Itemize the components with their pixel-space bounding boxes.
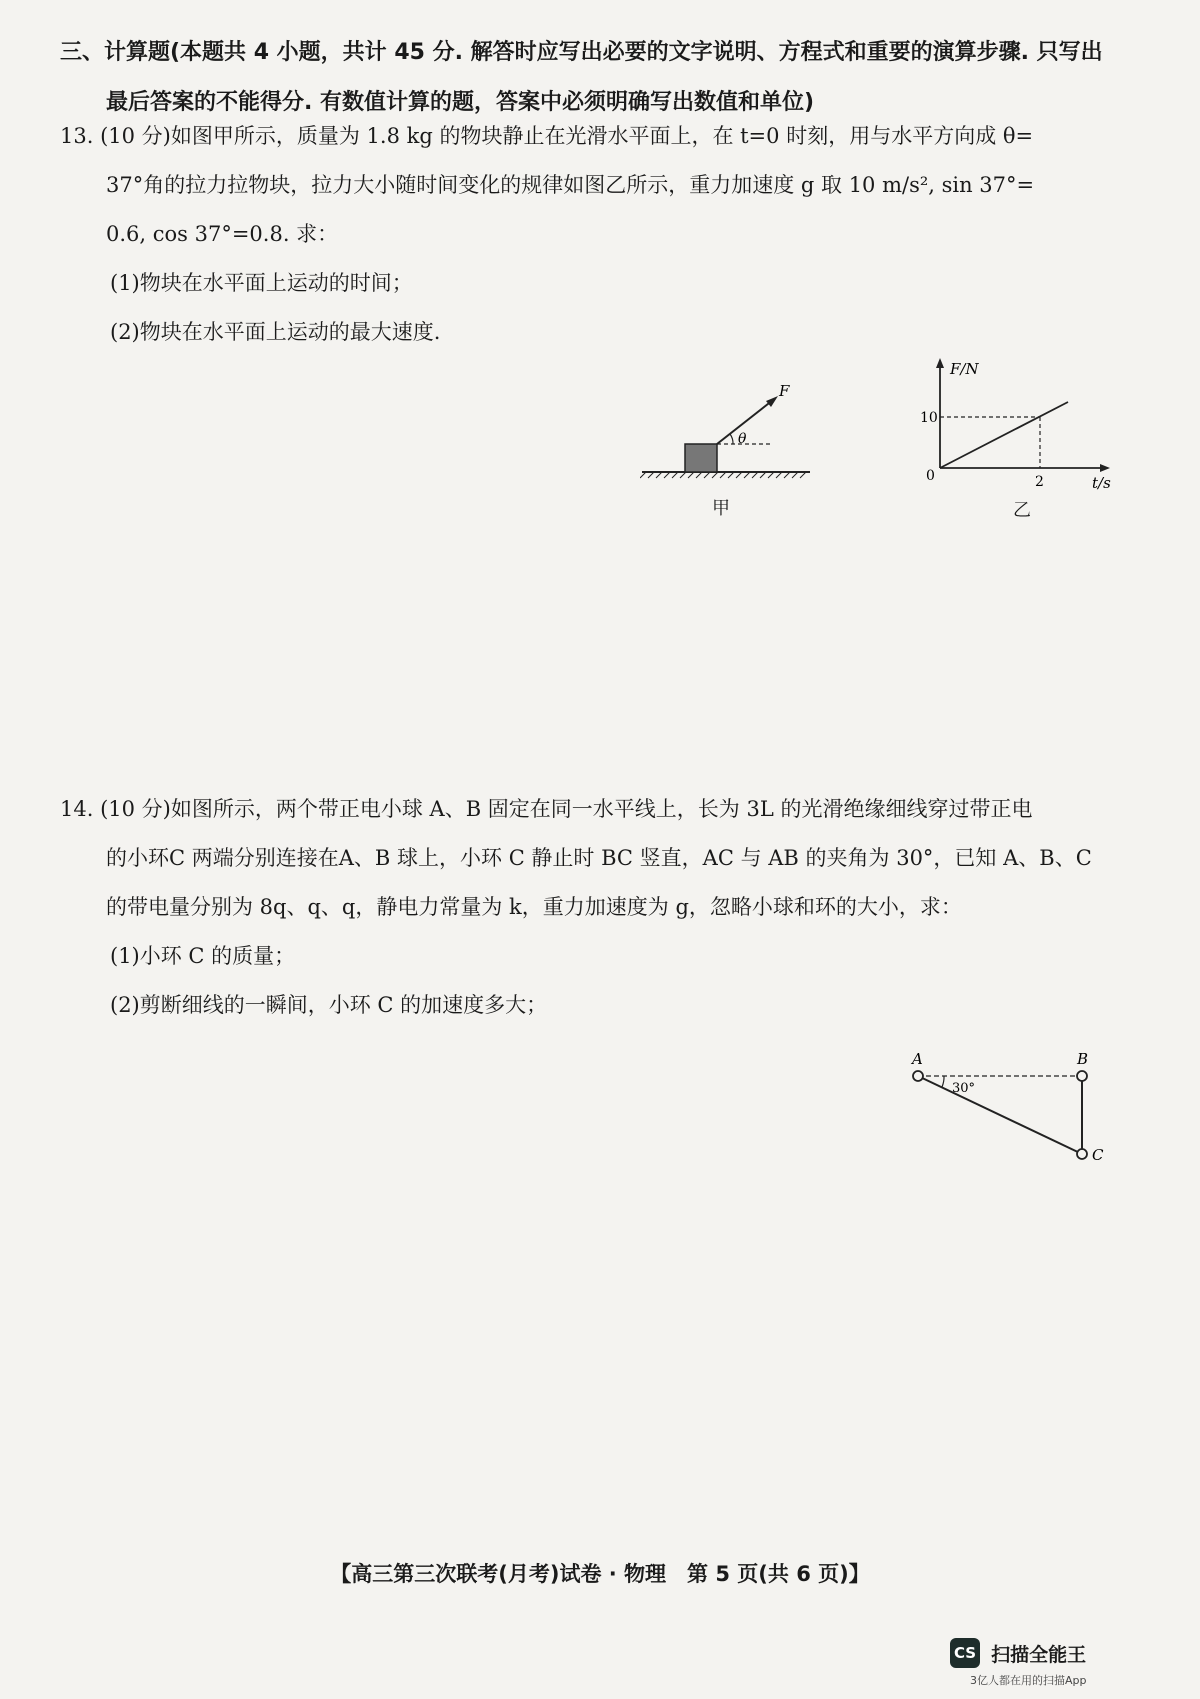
q13-line1: 13. (10 分)如图甲所示，质量为 1.8 kg 的物块静止在光滑水平面上，在 t=0 时刻，用与水平方向成 θ= xyxy=(60,124,1034,148)
q14-line2: 的小环C 两端分别连接在A、B 球上，小环 C 静止时 BC 竖直，AC 与 AB 的夹角为 30°，已知 A、B、C xyxy=(106,846,1092,870)
block-force-diagram xyxy=(640,378,820,518)
q13-subquestion-1: (1)物块在水平面上运动的时间； xyxy=(110,271,413,295)
angle-label: θ xyxy=(738,431,747,447)
q14-subquestion-2: (2)剪断细线的一瞬间，小环 C 的加速度多大； xyxy=(110,993,548,1017)
figure-q14 xyxy=(900,1052,1120,1172)
f-tick-label: 10 xyxy=(920,410,938,426)
charged-spheres-diagram xyxy=(900,1052,1120,1172)
section-heading-line1: 三、计算题(本题共 4 小题，共计 45 分. 解答时应写出必要的文字说明、方程式和重要的演算步骤. 只写出 xyxy=(60,40,1103,65)
q13-line3: 0.6, cos 37°=0.8. 求： xyxy=(106,222,339,246)
f-t-line xyxy=(940,402,1068,468)
force-label: F xyxy=(779,382,790,400)
label-c: C xyxy=(1092,1146,1104,1164)
t-axis-label: t/s xyxy=(1092,474,1111,492)
q13-subquestion-2: (2)物块在水平面上运动的最大速度. xyxy=(110,320,441,344)
q14-line1: 14. (10 分)如图所示，两个带正电小球 A、B 固定在同一水平线上，长为 3L 的光滑绝缘细线穿过带正电 xyxy=(60,797,1033,821)
force-time-graph xyxy=(910,356,1120,506)
scanner-watermark xyxy=(950,1638,1170,1688)
origin-label: 0 xyxy=(926,468,935,484)
section-heading-line2: 最后答案的不能得分. 有数值计算的题，答案中必须明确写出数值和单位) xyxy=(106,90,815,115)
q13-line2: 37°角的拉力拉物块，拉力大小随时间变化的规律如图乙所示，重力加速度 g 取 10 m/s², sin 37°= xyxy=(106,173,1035,197)
sphere-b xyxy=(1077,1071,1087,1081)
figure-yi-caption: 乙 xyxy=(1013,500,1031,521)
scanner-logo-icon: CS xyxy=(950,1638,980,1668)
sphere-a xyxy=(913,1071,923,1081)
q14-subquestion-1: (1)小环 C 的质量； xyxy=(110,944,296,968)
scanner-brand: 扫描全能王 xyxy=(991,1643,1087,1666)
t-tick-label: 2 xyxy=(1035,474,1044,490)
ring-c xyxy=(1077,1149,1087,1159)
block xyxy=(685,444,717,472)
figure-jia xyxy=(640,378,820,518)
figure-yi xyxy=(910,356,1120,526)
label-b: B xyxy=(1077,1052,1089,1068)
q14-line3: 的带电量分别为 8q、q、q，静电力常量为 k，重力加速度为 g，忽略小球和环的大小，求： xyxy=(106,895,962,919)
thread-ac xyxy=(918,1076,1082,1154)
question-13 xyxy=(60,112,1140,357)
label-a: A xyxy=(912,1052,923,1068)
question-14 xyxy=(60,785,1140,1030)
angle-30-label: 30° xyxy=(952,1081,976,1096)
scanner-tagline: 3亿人都在用的扫描App xyxy=(970,1674,1087,1687)
f-axis-label: F/N xyxy=(950,360,979,378)
page-footer: 【高三第三次联考(月考)试卷 · 物理 第 5 页(共 6 页)】 xyxy=(330,1562,870,1586)
figure-jia-caption: 甲 xyxy=(712,498,730,519)
